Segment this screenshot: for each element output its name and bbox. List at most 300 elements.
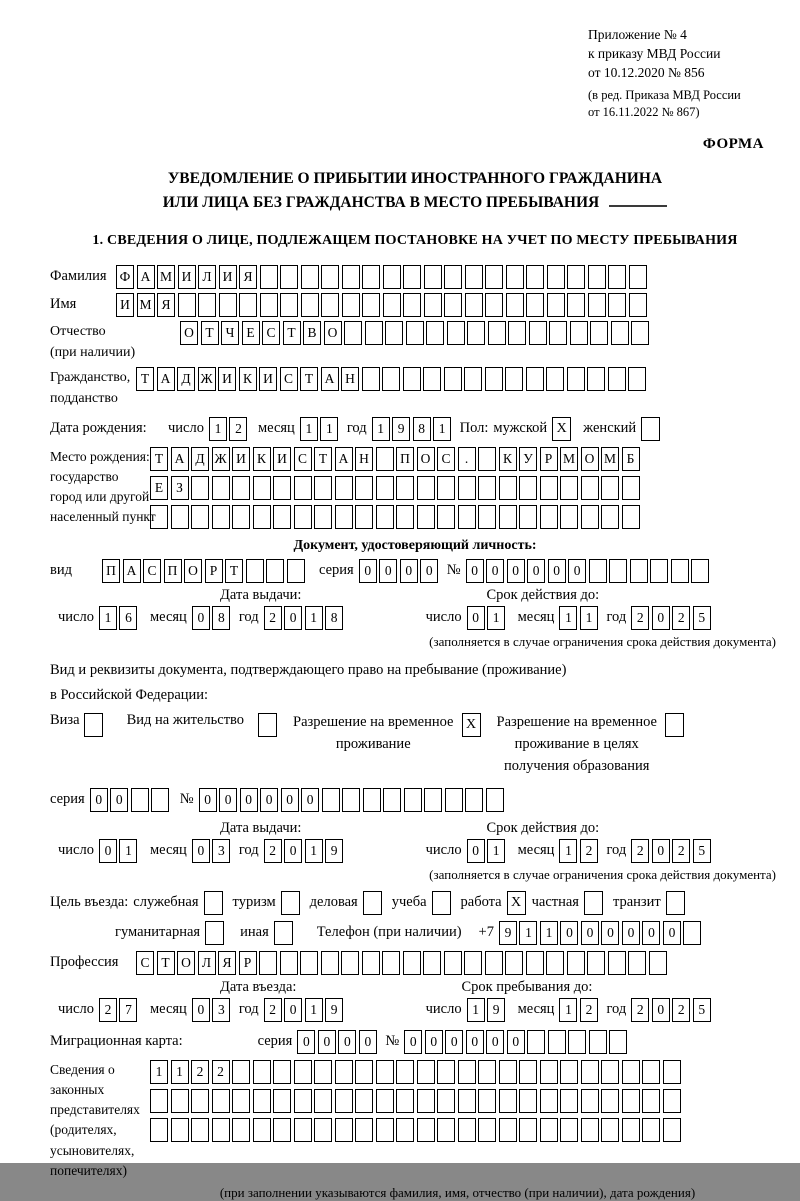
char-cell[interactable]: Т xyxy=(314,447,332,471)
char-cell[interactable]: Н xyxy=(355,447,373,471)
char-cell[interactable] xyxy=(273,505,291,529)
char-cell[interactable]: 0 xyxy=(652,839,670,863)
char-cell[interactable] xyxy=(396,476,414,500)
char-cell[interactable]: Т xyxy=(283,321,301,345)
char-cell[interactable] xyxy=(239,293,257,317)
char-cell[interactable] xyxy=(642,1089,660,1113)
char-cell[interactable]: 1 xyxy=(119,839,137,863)
char-cell[interactable] xyxy=(232,1060,250,1084)
char-cell[interactable] xyxy=(219,293,237,317)
char-cell[interactable] xyxy=(280,951,298,975)
char-cell[interactable] xyxy=(342,293,360,317)
char-cell[interactable] xyxy=(403,367,421,391)
purpose-official-checkbox[interactable] xyxy=(204,891,223,915)
char-cell[interactable] xyxy=(519,1089,537,1113)
char-cell[interactable] xyxy=(383,265,401,289)
char-cell[interactable]: 1 xyxy=(540,921,558,945)
char-cell[interactable]: 0 xyxy=(560,921,578,945)
char-cell[interactable]: А xyxy=(171,447,189,471)
char-cell[interactable]: 1 xyxy=(300,417,318,441)
char-cell[interactable] xyxy=(382,367,400,391)
char-cell[interactable] xyxy=(437,505,455,529)
char-cell[interactable] xyxy=(321,265,339,289)
char-cell[interactable]: 0 xyxy=(601,921,619,945)
char-cell[interactable] xyxy=(546,951,564,975)
char-cell[interactable] xyxy=(376,1089,394,1113)
char-cell[interactable] xyxy=(232,476,250,500)
char-cell[interactable] xyxy=(362,951,380,975)
char-cell[interactable] xyxy=(508,321,526,345)
char-cell[interactable]: 0 xyxy=(486,559,504,583)
char-cell[interactable] xyxy=(273,476,291,500)
purpose-transit-checkbox[interactable] xyxy=(666,891,685,915)
char-cell[interactable]: 0 xyxy=(359,1030,377,1054)
char-cell[interactable] xyxy=(376,505,394,529)
char-cell[interactable] xyxy=(629,293,647,317)
char-cell[interactable]: 5 xyxy=(693,839,711,863)
char-cell[interactable] xyxy=(526,951,544,975)
char-cell[interactable]: 1 xyxy=(305,998,323,1022)
char-cell[interactable] xyxy=(294,505,312,529)
char-cell[interactable]: Я xyxy=(218,951,236,975)
char-cell[interactable] xyxy=(253,476,271,500)
char-cell[interactable] xyxy=(529,321,547,345)
char-cell[interactable] xyxy=(150,1089,168,1113)
char-cell[interactable] xyxy=(424,265,442,289)
stay-month-field[interactable] xyxy=(559,998,600,1022)
doc-series-field[interactable] xyxy=(359,559,441,583)
char-cell[interactable] xyxy=(280,265,298,289)
iddoc-issue-year-field[interactable] xyxy=(264,606,346,630)
char-cell[interactable] xyxy=(540,1118,558,1142)
char-cell[interactable] xyxy=(458,1060,476,1084)
char-cell[interactable] xyxy=(294,476,312,500)
purpose-work-checkbox[interactable]: X xyxy=(507,891,526,915)
char-cell[interactable] xyxy=(300,951,318,975)
char-cell[interactable] xyxy=(403,265,421,289)
char-cell[interactable]: 0 xyxy=(301,788,319,812)
char-cell[interactable] xyxy=(362,293,380,317)
char-cell[interactable] xyxy=(691,559,709,583)
purpose-tourism-checkbox[interactable] xyxy=(281,891,300,915)
char-cell[interactable]: Т xyxy=(300,367,318,391)
char-cell[interactable] xyxy=(587,951,605,975)
char-cell[interactable] xyxy=(150,1118,168,1142)
char-cell[interactable]: 0 xyxy=(192,839,210,863)
char-cell[interactable]: Я xyxy=(157,293,175,317)
char-cell[interactable] xyxy=(540,476,558,500)
char-cell[interactable] xyxy=(150,505,168,529)
char-cell[interactable]: 1 xyxy=(487,839,505,863)
char-cell[interactable] xyxy=(478,1118,496,1142)
char-cell[interactable] xyxy=(259,951,277,975)
purpose-business-checkbox[interactable] xyxy=(363,891,382,915)
char-cell[interactable] xyxy=(212,505,230,529)
char-cell[interactable]: 0 xyxy=(99,839,117,863)
char-cell[interactable] xyxy=(444,293,462,317)
char-cell[interactable]: 0 xyxy=(260,788,278,812)
char-cell[interactable] xyxy=(547,293,565,317)
char-cell[interactable] xyxy=(458,1089,476,1113)
char-cell[interactable]: 1 xyxy=(99,606,117,630)
char-cell[interactable] xyxy=(486,788,504,812)
permit-valid-month-field[interactable] xyxy=(559,839,600,863)
char-cell[interactable]: П xyxy=(102,559,120,583)
birth-year-field[interactable] xyxy=(372,417,454,441)
char-cell[interactable] xyxy=(417,1060,435,1084)
char-cell[interactable] xyxy=(376,447,394,471)
char-cell[interactable] xyxy=(526,293,544,317)
char-cell[interactable]: К xyxy=(499,447,517,471)
char-cell[interactable]: 0 xyxy=(581,921,599,945)
char-cell[interactable] xyxy=(232,505,250,529)
char-cell[interactable]: 0 xyxy=(219,788,237,812)
char-cell[interactable]: 2 xyxy=(631,839,649,863)
char-cell[interactable] xyxy=(608,265,626,289)
char-cell[interactable]: 0 xyxy=(568,559,586,583)
char-cell[interactable] xyxy=(383,293,401,317)
char-cell[interactable]: 2 xyxy=(672,839,690,863)
char-cell[interactable] xyxy=(560,1089,578,1113)
char-cell[interactable]: Т xyxy=(201,321,219,345)
char-cell[interactable] xyxy=(342,788,360,812)
char-cell[interactable] xyxy=(499,1089,517,1113)
purpose-other-checkbox[interactable] xyxy=(274,921,293,945)
char-cell[interactable] xyxy=(403,951,421,975)
char-cell[interactable] xyxy=(260,265,278,289)
char-cell[interactable] xyxy=(178,293,196,317)
char-cell[interactable] xyxy=(485,951,503,975)
char-cell[interactable] xyxy=(355,1118,373,1142)
char-cell[interactable]: 2 xyxy=(229,417,247,441)
char-cell[interactable] xyxy=(437,1089,455,1113)
char-cell[interactable]: 2 xyxy=(264,998,282,1022)
char-cell[interactable]: 1 xyxy=(372,417,390,441)
char-cell[interactable] xyxy=(568,1030,586,1054)
char-cell[interactable]: 0 xyxy=(318,1030,336,1054)
char-cell[interactable]: 0 xyxy=(467,606,485,630)
char-cell[interactable]: 0 xyxy=(240,788,258,812)
migcard-series-field[interactable] xyxy=(297,1030,379,1054)
char-cell[interactable] xyxy=(385,321,403,345)
char-cell[interactable] xyxy=(589,559,607,583)
char-cell[interactable] xyxy=(322,788,340,812)
char-cell[interactable]: С xyxy=(262,321,280,345)
char-cell[interactable] xyxy=(488,321,506,345)
char-cell[interactable] xyxy=(355,1089,373,1113)
char-cell[interactable]: 3 xyxy=(212,998,230,1022)
char-cell[interactable]: 2 xyxy=(264,839,282,863)
char-cell[interactable]: 0 xyxy=(90,788,108,812)
char-cell[interactable] xyxy=(608,367,626,391)
char-cell[interactable] xyxy=(253,505,271,529)
char-cell[interactable] xyxy=(396,1118,414,1142)
char-cell[interactable]: Ж xyxy=(198,367,216,391)
char-cell[interactable] xyxy=(505,367,523,391)
char-cell[interactable]: 0 xyxy=(445,1030,463,1054)
permit-valid-year-field[interactable] xyxy=(631,839,713,863)
char-cell[interactable] xyxy=(601,1060,619,1084)
char-cell[interactable] xyxy=(458,1118,476,1142)
sex-female-checkbox[interactable] xyxy=(641,417,660,441)
char-cell[interactable] xyxy=(131,788,149,812)
char-cell[interactable] xyxy=(581,505,599,529)
iddoc-valid-year-field[interactable] xyxy=(631,606,713,630)
stay-day-field[interactable] xyxy=(467,998,508,1022)
char-cell[interactable]: Т xyxy=(136,367,154,391)
char-cell[interactable] xyxy=(314,1118,332,1142)
char-cell[interactable] xyxy=(212,1089,230,1113)
char-cell[interactable] xyxy=(273,1089,291,1113)
char-cell[interactable] xyxy=(540,1060,558,1084)
char-cell[interactable] xyxy=(376,1060,394,1084)
char-cell[interactable]: 0 xyxy=(486,1030,504,1054)
migcard-number-field[interactable] xyxy=(404,1030,630,1054)
char-cell[interactable]: Б xyxy=(622,447,640,471)
char-cell[interactable] xyxy=(629,265,647,289)
char-cell[interactable]: М xyxy=(137,293,155,317)
char-cell[interactable]: 2 xyxy=(580,839,598,863)
char-cell[interactable] xyxy=(608,293,626,317)
char-cell[interactable] xyxy=(198,293,216,317)
char-cell[interactable] xyxy=(587,367,605,391)
char-cell[interactable] xyxy=(540,505,558,529)
char-cell[interactable]: П xyxy=(396,447,414,471)
char-cell[interactable]: 1 xyxy=(559,606,577,630)
char-cell[interactable] xyxy=(423,951,441,975)
char-cell[interactable] xyxy=(437,476,455,500)
char-cell[interactable]: А xyxy=(321,367,339,391)
char-cell[interactable] xyxy=(341,951,359,975)
char-cell[interactable] xyxy=(273,1060,291,1084)
char-cell[interactable]: 1 xyxy=(320,417,338,441)
char-cell[interactable] xyxy=(588,293,606,317)
char-cell[interactable]: С xyxy=(437,447,455,471)
char-cell[interactable] xyxy=(546,367,564,391)
char-cell[interactable] xyxy=(601,1118,619,1142)
char-cell[interactable] xyxy=(191,1089,209,1113)
char-cell[interactable] xyxy=(335,1060,353,1084)
char-cell[interactable] xyxy=(467,321,485,345)
char-cell[interactable]: И xyxy=(178,265,196,289)
char-cell[interactable] xyxy=(589,1030,607,1054)
char-cell[interactable] xyxy=(567,293,585,317)
char-cell[interactable]: 1 xyxy=(305,606,323,630)
char-cell[interactable]: И xyxy=(232,447,250,471)
stay-year-field[interactable] xyxy=(631,998,713,1022)
permit-series-field[interactable] xyxy=(90,788,172,812)
char-cell[interactable] xyxy=(581,1118,599,1142)
char-cell[interactable]: М xyxy=(601,447,619,471)
char-cell[interactable]: 0 xyxy=(652,998,670,1022)
char-cell[interactable]: К xyxy=(253,447,271,471)
char-cell[interactable] xyxy=(622,505,640,529)
char-cell[interactable]: Р xyxy=(540,447,558,471)
char-cell[interactable] xyxy=(191,476,209,500)
char-cell[interactable]: С xyxy=(294,447,312,471)
char-cell[interactable] xyxy=(540,1089,558,1113)
char-cell[interactable]: 1 xyxy=(433,417,451,441)
char-cell[interactable]: С xyxy=(280,367,298,391)
char-cell[interactable] xyxy=(609,1030,627,1054)
purpose-study-checkbox[interactable] xyxy=(432,891,451,915)
char-cell[interactable]: Ч xyxy=(221,321,239,345)
char-cell[interactable] xyxy=(344,321,362,345)
char-cell[interactable]: И xyxy=(219,265,237,289)
char-cell[interactable] xyxy=(444,951,462,975)
char-cell[interactable] xyxy=(417,505,435,529)
char-cell[interactable] xyxy=(335,1089,353,1113)
sex-male-checkbox[interactable]: X xyxy=(552,417,571,441)
char-cell[interactable]: С xyxy=(143,559,161,583)
char-cell[interactable]: Р xyxy=(239,951,257,975)
char-cell[interactable]: Е xyxy=(150,476,168,500)
char-cell[interactable]: 5 xyxy=(693,998,711,1022)
char-cell[interactable] xyxy=(396,505,414,529)
char-cell[interactable] xyxy=(444,367,462,391)
char-cell[interactable] xyxy=(335,1118,353,1142)
char-cell[interactable]: 1 xyxy=(171,1060,189,1084)
char-cell[interactable] xyxy=(506,293,524,317)
given-name-field[interactable] xyxy=(116,293,649,317)
char-cell[interactable] xyxy=(671,559,689,583)
char-cell[interactable] xyxy=(465,293,483,317)
char-cell[interactable] xyxy=(649,951,667,975)
char-cell[interactable]: 1 xyxy=(559,998,577,1022)
char-cell[interactable] xyxy=(376,1118,394,1142)
char-cell[interactable] xyxy=(601,1089,619,1113)
iddoc-valid-day-field[interactable] xyxy=(467,606,508,630)
char-cell[interactable]: 0 xyxy=(338,1030,356,1054)
char-cell[interactable] xyxy=(458,476,476,500)
char-cell[interactable] xyxy=(253,1118,271,1142)
char-cell[interactable] xyxy=(253,1089,271,1113)
char-cell[interactable]: Д xyxy=(177,367,195,391)
char-cell[interactable]: 2 xyxy=(672,998,690,1022)
char-cell[interactable]: У xyxy=(519,447,537,471)
temp-residence-checkbox[interactable]: X xyxy=(462,713,481,737)
char-cell[interactable] xyxy=(683,921,701,945)
char-cell[interactable] xyxy=(280,293,298,317)
char-cell[interactable]: 1 xyxy=(150,1060,168,1084)
char-cell[interactable]: О xyxy=(177,951,195,975)
char-cell[interactable] xyxy=(294,1060,312,1084)
residence-permit-checkbox[interactable] xyxy=(258,713,277,737)
char-cell[interactable] xyxy=(266,559,284,583)
char-cell[interactable] xyxy=(560,476,578,500)
char-cell[interactable]: 9 xyxy=(325,839,343,863)
char-cell[interactable]: 3 xyxy=(212,839,230,863)
phone-field[interactable] xyxy=(499,921,704,945)
char-cell[interactable] xyxy=(362,265,380,289)
char-cell[interactable] xyxy=(581,1060,599,1084)
patronymic-field[interactable] xyxy=(180,321,652,345)
char-cell[interactable] xyxy=(417,1089,435,1113)
surname-field[interactable] xyxy=(116,265,649,289)
char-cell[interactable] xyxy=(191,505,209,529)
char-cell[interactable] xyxy=(581,1089,599,1113)
char-cell[interactable] xyxy=(383,788,401,812)
char-cell[interactable]: Т xyxy=(157,951,175,975)
iddoc-issue-month-field[interactable] xyxy=(192,606,233,630)
char-cell[interactable]: 1 xyxy=(580,606,598,630)
char-cell[interactable]: А xyxy=(335,447,353,471)
char-cell[interactable] xyxy=(478,1060,496,1084)
char-cell[interactable] xyxy=(382,951,400,975)
char-cell[interactable] xyxy=(464,367,482,391)
char-cell[interactable]: О xyxy=(581,447,599,471)
char-cell[interactable]: 8 xyxy=(325,606,343,630)
char-cell[interactable]: . xyxy=(458,447,476,471)
char-cell[interactable] xyxy=(622,1060,640,1084)
char-cell[interactable] xyxy=(628,367,646,391)
char-cell[interactable]: О xyxy=(324,321,342,345)
char-cell[interactable] xyxy=(417,476,435,500)
char-cell[interactable]: 2 xyxy=(631,998,649,1022)
char-cell[interactable]: 0 xyxy=(425,1030,443,1054)
char-cell[interactable]: 2 xyxy=(191,1060,209,1084)
char-cell[interactable] xyxy=(499,1118,517,1142)
char-cell[interactable] xyxy=(301,265,319,289)
char-cell[interactable] xyxy=(314,1089,332,1113)
char-cell[interactable]: 2 xyxy=(264,606,282,630)
char-cell[interactable]: 0 xyxy=(359,559,377,583)
permit-valid-day-field[interactable] xyxy=(467,839,508,863)
char-cell[interactable] xyxy=(465,265,483,289)
char-cell[interactable]: И xyxy=(273,447,291,471)
char-cell[interactable]: 2 xyxy=(580,998,598,1022)
char-cell[interactable]: Л xyxy=(198,265,216,289)
temp-residence-edu-checkbox[interactable] xyxy=(665,713,684,737)
char-cell[interactable] xyxy=(485,265,503,289)
char-cell[interactable]: 0 xyxy=(379,559,397,583)
char-cell[interactable] xyxy=(437,1060,455,1084)
char-cell[interactable]: 8 xyxy=(413,417,431,441)
char-cell[interactable]: 0 xyxy=(663,921,681,945)
char-cell[interactable] xyxy=(478,447,496,471)
char-cell[interactable]: 0 xyxy=(284,606,302,630)
char-cell[interactable]: С xyxy=(136,951,154,975)
char-cell[interactable]: 0 xyxy=(192,606,210,630)
char-cell[interactable] xyxy=(232,1089,250,1113)
char-cell[interactable]: 0 xyxy=(281,788,299,812)
char-cell[interactable]: 2 xyxy=(672,606,690,630)
representatives-line3-field[interactable] xyxy=(150,1118,683,1142)
char-cell[interactable]: Ж xyxy=(212,447,230,471)
char-cell[interactable] xyxy=(423,367,441,391)
doc-number-field[interactable] xyxy=(466,559,712,583)
doc-kind-field[interactable] xyxy=(102,559,307,583)
char-cell[interactable] xyxy=(505,951,523,975)
char-cell[interactable]: Т xyxy=(150,447,168,471)
char-cell[interactable] xyxy=(171,1089,189,1113)
char-cell[interactable]: 1 xyxy=(467,998,485,1022)
char-cell[interactable] xyxy=(631,321,649,345)
birthplace-line3-field[interactable] xyxy=(150,505,642,529)
char-cell[interactable] xyxy=(506,265,524,289)
char-cell[interactable] xyxy=(622,1089,640,1113)
char-cell[interactable] xyxy=(622,1118,640,1142)
char-cell[interactable]: 0 xyxy=(199,788,217,812)
char-cell[interactable]: 0 xyxy=(420,559,438,583)
char-cell[interactable] xyxy=(447,321,465,345)
char-cell[interactable] xyxy=(642,1118,660,1142)
char-cell[interactable] xyxy=(519,505,537,529)
char-cell[interactable]: А xyxy=(123,559,141,583)
char-cell[interactable]: 9 xyxy=(392,417,410,441)
char-cell[interactable] xyxy=(212,476,230,500)
char-cell[interactable] xyxy=(560,1060,578,1084)
